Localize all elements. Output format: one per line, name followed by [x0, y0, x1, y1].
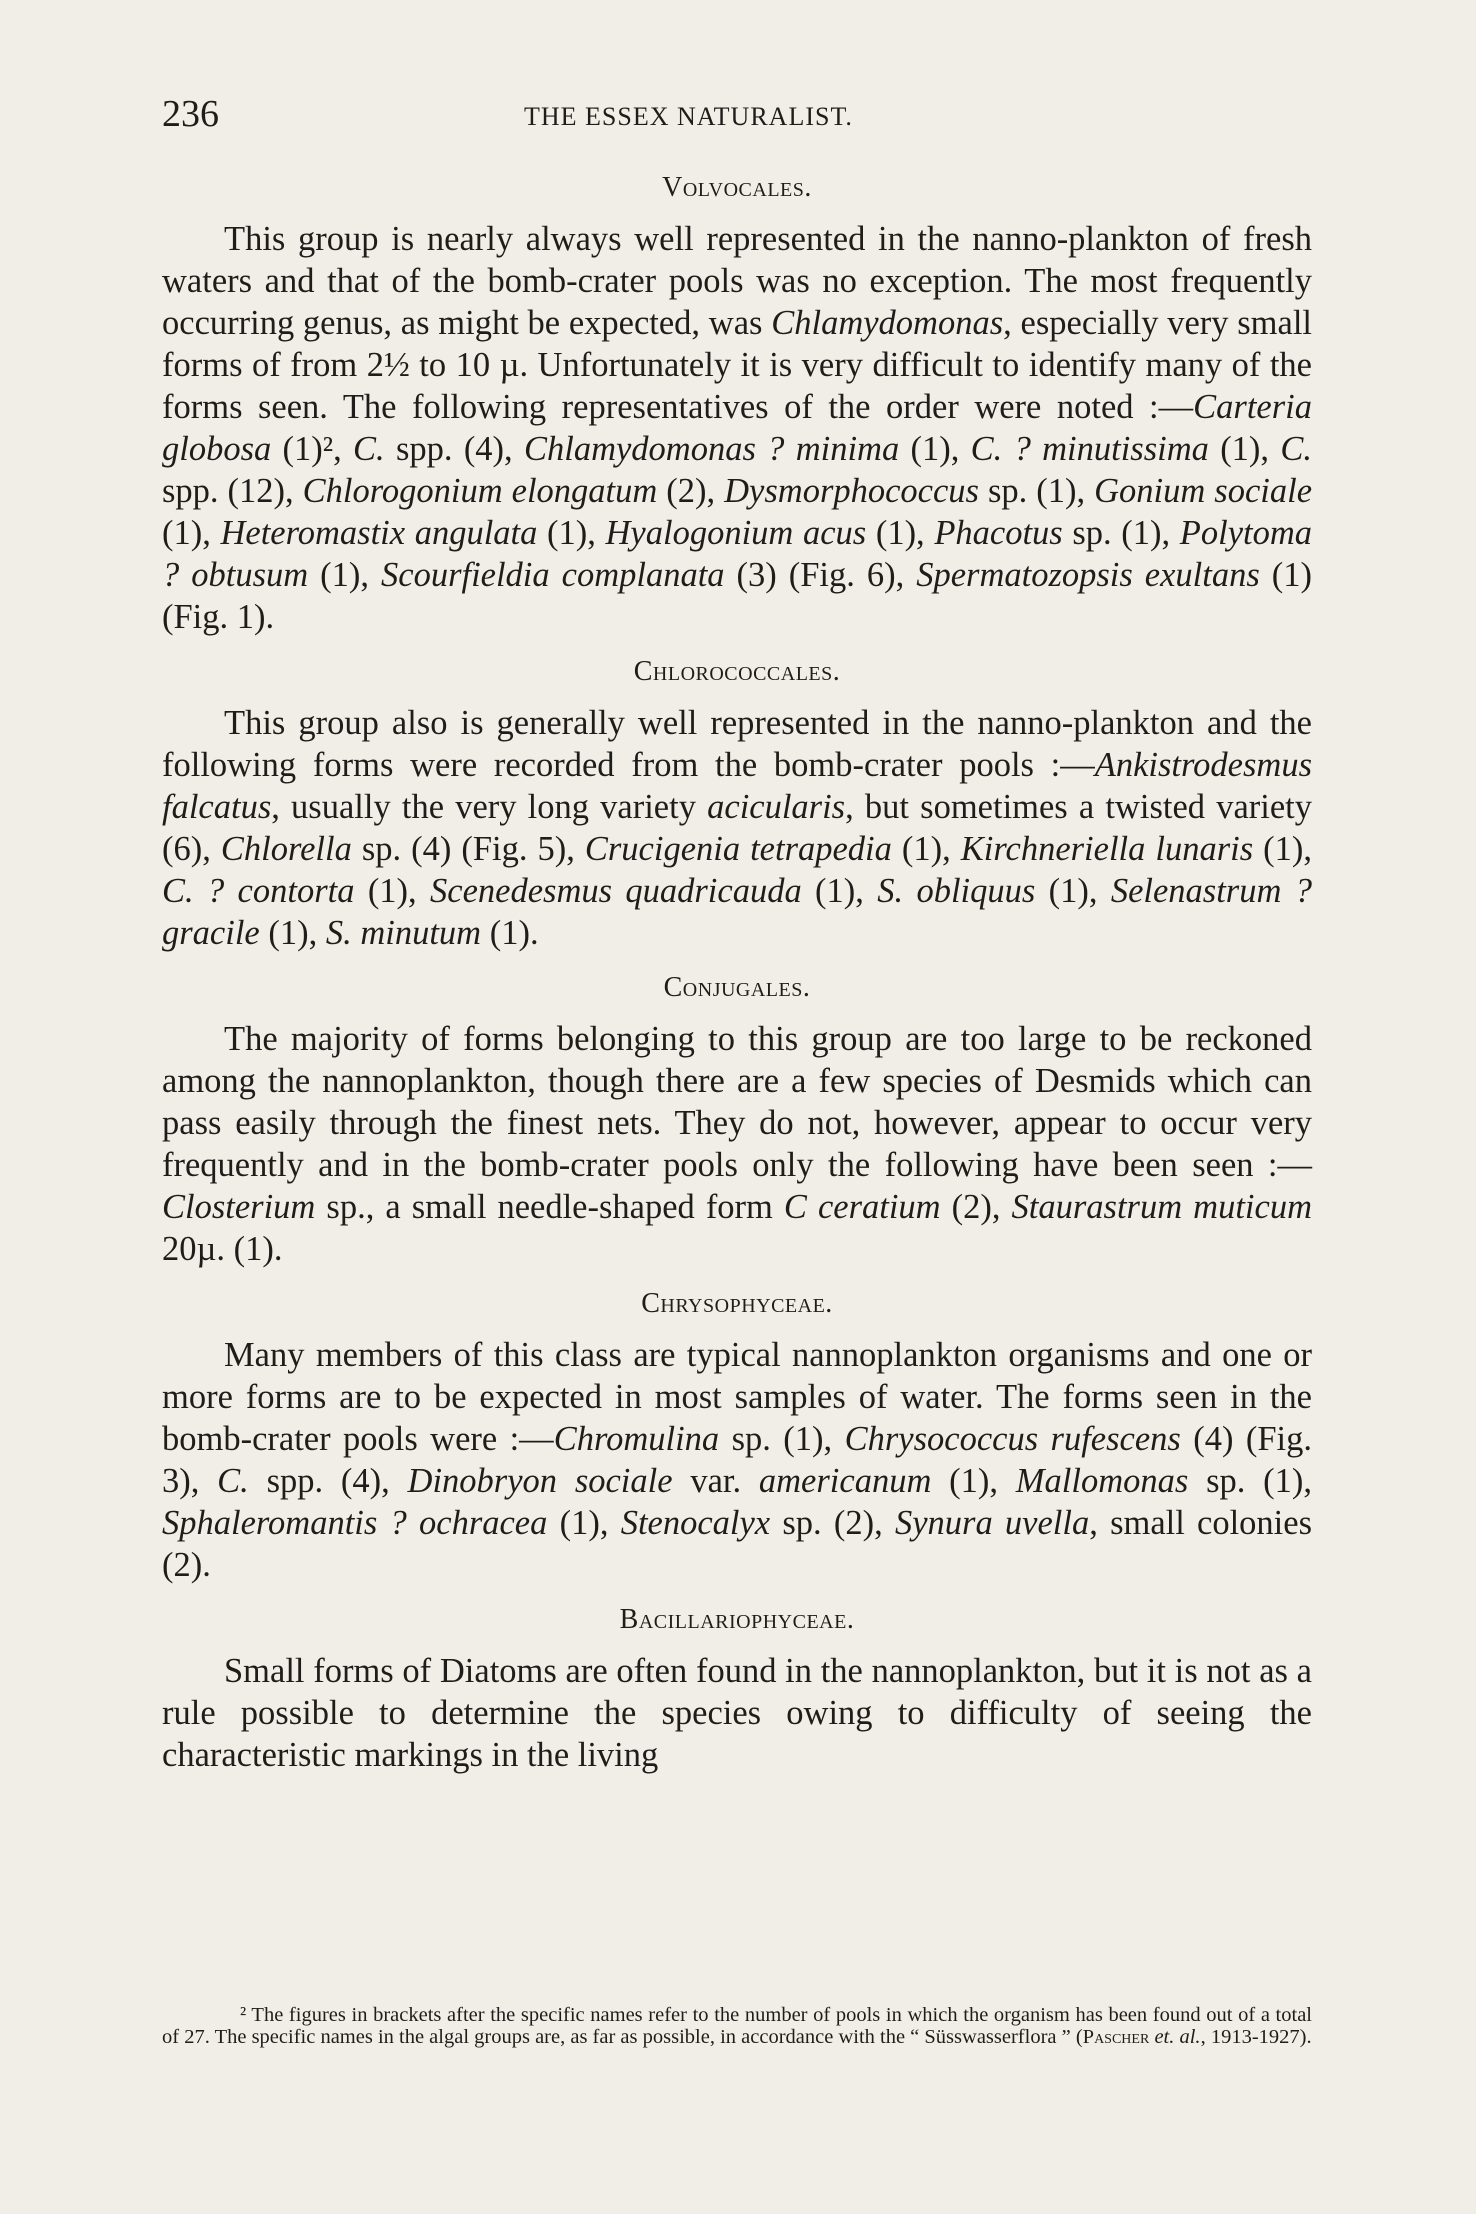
- italic-taxon: Synura uvella: [894, 1504, 1090, 1542]
- text-run: sp. (1),: [978, 472, 1095, 510]
- small-caps-text: Pascher: [1082, 2026, 1150, 2048]
- section-paragraph: [162, 218, 1312, 638]
- italic-taxon: americanum: [758, 1462, 932, 1500]
- text-run: sp. (1),: [1062, 514, 1180, 552]
- text-run: sp. (2),: [770, 1504, 895, 1542]
- text-run: spp. (12),: [162, 472, 303, 510]
- page-header: [162, 92, 1312, 152]
- text-run: (1),: [1208, 430, 1281, 468]
- text-run: (1),: [162, 514, 221, 552]
- italic-taxon: Sphaleromantis ? ochracea: [162, 1504, 548, 1542]
- italic-taxon: Polytoma ? obtusum: [162, 514, 1313, 594]
- text-run: (2),: [657, 472, 725, 510]
- body-column: [162, 166, 1312, 1788]
- section-heading: Conjugales.: [663, 972, 811, 1003]
- text-run: var.: [672, 1462, 759, 1500]
- footnote: [162, 2004, 1312, 2048]
- italic-taxon: Kirchneriella lunaris: [960, 830, 1254, 868]
- text-run: spp. (4),: [384, 430, 524, 468]
- text-run: (1),: [891, 830, 961, 868]
- text-run: spp. (4),: [248, 1462, 408, 1500]
- italic-taxon: Closterium: [162, 1188, 316, 1226]
- text-run: , especially very small forms of from 2½ to 10 µ. Unfortunately it is very difficult to identify many of the forms seen. The following representatives of the order were noted :—: [162, 304, 1312, 426]
- italic-taxon: Crucigenia tetrapedia: [584, 830, 892, 868]
- text-run: sp. (4) (Fig. 5),: [351, 830, 585, 868]
- italic-taxon: S. obliquus: [877, 872, 1036, 910]
- italic-taxon: Gonium sociale: [1094, 472, 1313, 510]
- section-heading: Chlorococcales.: [633, 656, 841, 687]
- text-run: (1),: [354, 872, 431, 910]
- section-paragraph: [162, 1018, 1312, 1270]
- text-run: ² The figures in brackets after the specific names refer to the number of pools in which the organism has been found out of a total of 27. The specific names in the algal groups are, as far as possible, in accordance with the “ Süsswasserflora ” (: [162, 2004, 1312, 2048]
- text-run: Many members of this class are typical nannoplankton organisms and one or more forms are to be expected in most samples of water. The forms seen in the bomb-crater pools were :—: [162, 1336, 1312, 1458]
- section-paragraph: [162, 1650, 1312, 1776]
- text-run: (1),: [899, 430, 971, 468]
- text-run: (1) (Fig. 1).: [162, 556, 1312, 636]
- italic-taxon: Dinobryon sociale: [407, 1462, 673, 1500]
- italic-taxon: acicularis: [707, 788, 846, 826]
- text-run: The majority of forms belonging to this group are too large to be reckoned among the nannoplankton, though there are a few species of Desmids which can pass easily through the finest nets. They do not, however, appear to occur very frequently and in the bomb-crater pools only the following have been seen :—: [162, 1020, 1312, 1184]
- page-number: 236: [162, 93, 219, 135]
- text-run: Small forms of Diatoms are often found in the nannoplankton, but it is not as a rule possible to determine the species owing to difficulty of seeing the characteristic markings in the living: [162, 1652, 1312, 1774]
- italic-taxon: Selenastrum ? gracile: [162, 872, 1312, 952]
- italic-taxon: S. minutum: [325, 914, 482, 952]
- italic-taxon: C. ? minutissima: [970, 430, 1209, 468]
- text-run: sp. (1),: [719, 1420, 845, 1458]
- italic-taxon: Spermatozopsis exultans: [916, 556, 1260, 594]
- text-run: sp., a small needle-shaped form: [315, 1188, 784, 1226]
- italic-taxon: C. ? contorta: [162, 872, 355, 910]
- text-run: (1),: [537, 514, 606, 552]
- text-run: (4) (Fig. 3),: [162, 1420, 1313, 1500]
- text-run: 20µ. (1).: [162, 1230, 283, 1268]
- italic-taxon: Chromulina: [553, 1420, 720, 1458]
- italic-taxon: Chlamydomonas ? minima: [523, 430, 900, 468]
- text-run: (2),: [940, 1188, 1012, 1226]
- text-run: (1),: [866, 514, 935, 552]
- text-run: (3) (Fig. 6),: [724, 556, 917, 594]
- text-run: (1),: [1253, 830, 1313, 868]
- running-title: THE ESSEX NATURALIST.: [524, 102, 853, 131]
- text-run: (1).: [481, 914, 539, 952]
- text-run: (1)²,: [271, 430, 354, 468]
- italic-taxon: Scourfieldia complanata: [381, 556, 725, 594]
- section-heading: Bacillariophyceae.: [619, 1604, 855, 1635]
- italic-taxon: Dysmorphococcus: [724, 472, 979, 510]
- text-run: , small colonies (2).: [162, 1504, 1313, 1584]
- text-run: This group is nearly always well represented in the nanno-plankton of fresh waters and that of the bomb-crater pools was no exception. The most frequently occurring genus, as might be expected, was: [162, 220, 1312, 342]
- text-run: , 1913-1927).: [1200, 2026, 1312, 2048]
- text-run: (1),: [931, 1462, 1016, 1500]
- italic-taxon: C.: [1280, 430, 1312, 468]
- section-paragraph: [162, 1334, 1312, 1586]
- text-run: , but sometimes a twisted variety (6),: [162, 788, 1312, 868]
- section-paragraph: [162, 702, 1312, 954]
- text-run: (1),: [1035, 872, 1111, 910]
- italic-taxon: Chlorella: [220, 830, 352, 868]
- italic-taxon: Chlorogonium elongatum: [302, 472, 658, 510]
- text-run: sp. (1),: [1188, 1462, 1312, 1500]
- text-run: (1),: [308, 556, 381, 594]
- italic-taxon: Mallomonas: [1015, 1462, 1189, 1500]
- italic-taxon: Heteromastix angulata: [220, 514, 538, 552]
- text-run: (1),: [259, 914, 326, 952]
- italic-taxon: Hyalogonium acus: [605, 514, 867, 552]
- italic-taxon: Carteria globosa: [162, 388, 1312, 468]
- section-heading: Chrysophyceae.: [641, 1288, 833, 1319]
- italic-taxon: Staurastrum muticum: [1011, 1188, 1312, 1226]
- italic-taxon: Scenedesmus quadricauda: [430, 872, 802, 910]
- text-run: , usually the very long variety: [271, 788, 708, 826]
- italic-taxon: Phacotus: [934, 514, 1063, 552]
- italic-taxon: C ceratium: [783, 1188, 941, 1226]
- section-heading: Volvocales.: [662, 172, 812, 203]
- italic-taxon: et. al.: [1154, 2026, 1201, 2048]
- italic-taxon: C.: [217, 1462, 249, 1500]
- text-run: (1),: [801, 872, 878, 910]
- italic-taxon: Stenocalyx: [620, 1504, 771, 1542]
- text-run: This group also is generally well represented in the nanno-plankton and the following forms were recorded from the bomb-crater pools :—: [162, 704, 1312, 784]
- italic-taxon: Chlamydomonas: [771, 304, 1004, 342]
- text-run: (1),: [547, 1504, 621, 1542]
- italic-taxon: Chrysococcus rufescens: [844, 1420, 1181, 1458]
- italic-taxon: C.: [353, 430, 385, 468]
- italic-taxon: Ankistrodesmus falcatus: [162, 746, 1312, 826]
